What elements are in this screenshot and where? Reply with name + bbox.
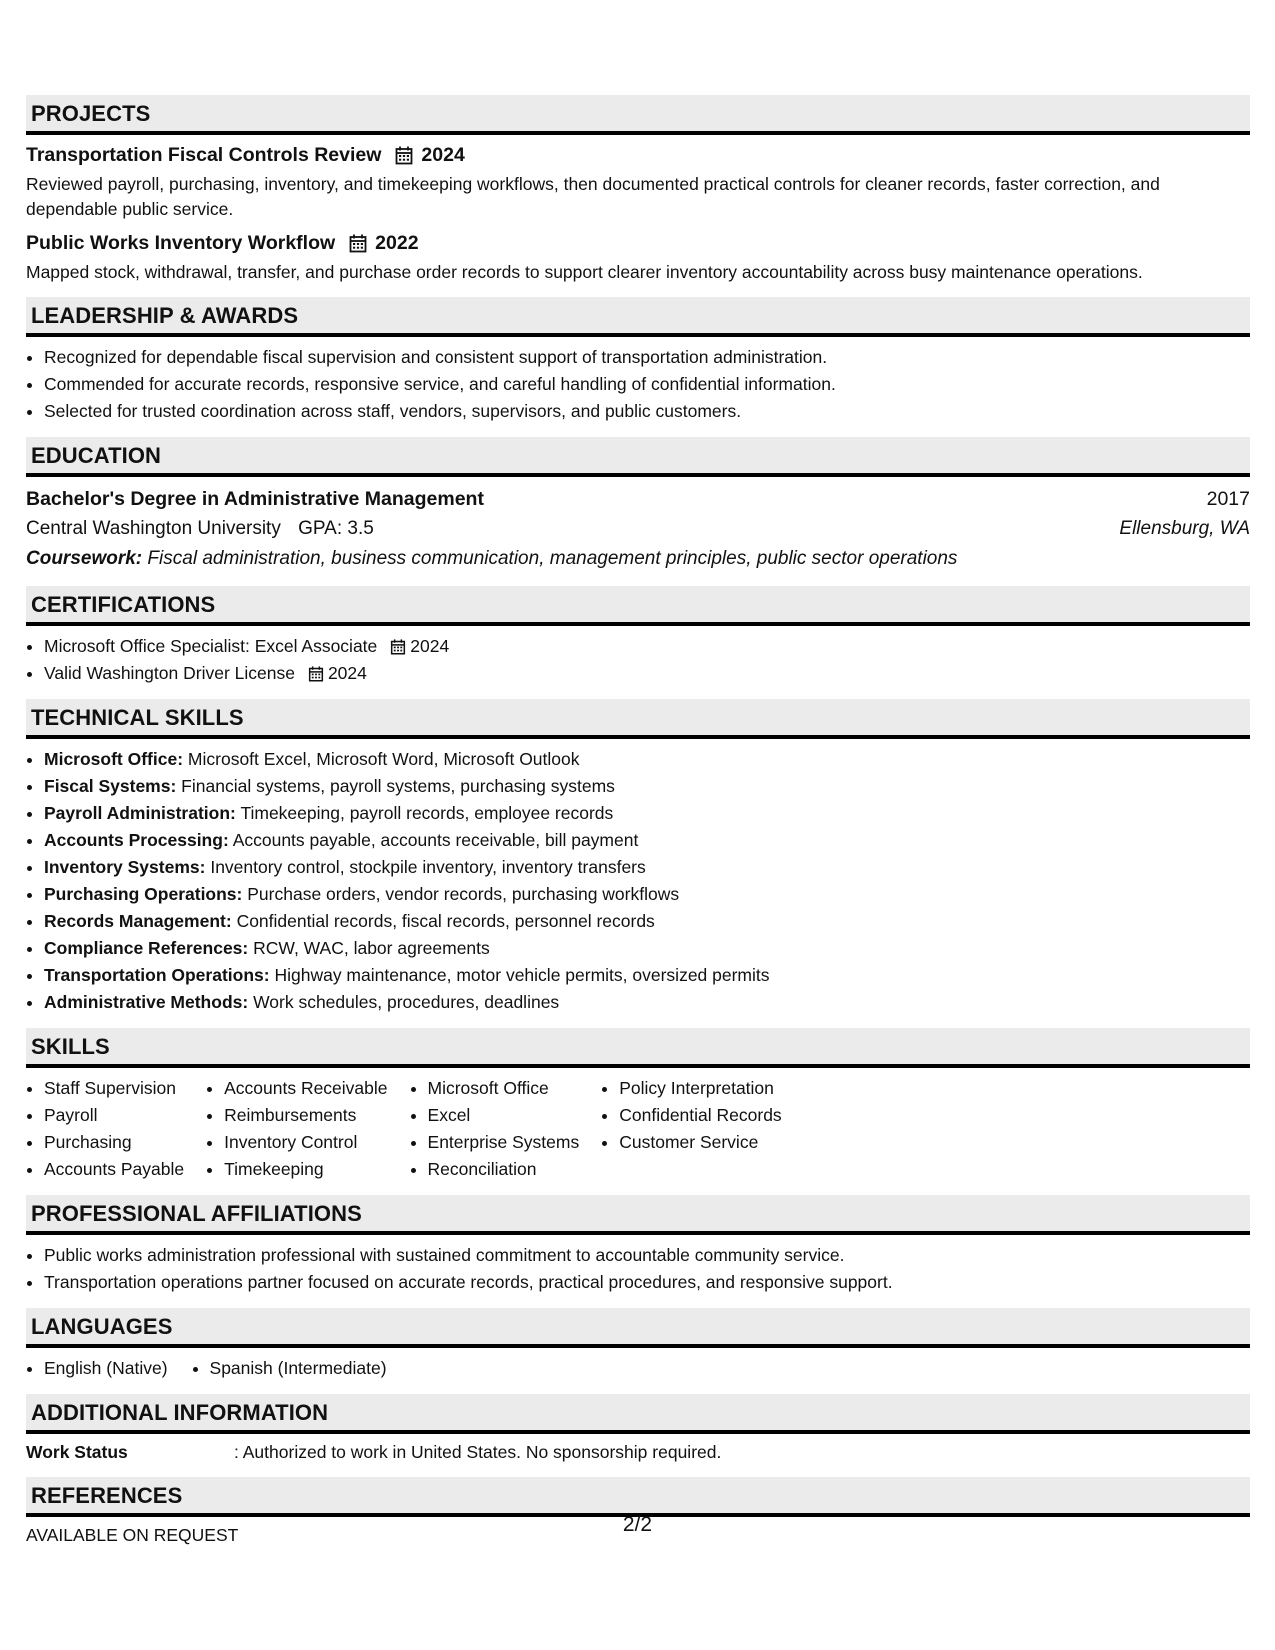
skill-value: Inventory control, stockpile inventory, inventory transfers [210, 857, 646, 877]
skill-label: Transportation Operations: [44, 965, 270, 985]
certification-year: 2024 [327, 663, 367, 683]
page-number: 2/2 [622, 1513, 653, 1536]
additional-info-section [26, 1394, 1250, 1465]
skill-label: Administrative Methods: [44, 992, 249, 1012]
language-item: • English (Native) [44, 1355, 168, 1382]
degree-title: Bachelor's Degree in Administrative Management [26, 488, 484, 510]
skill-label: Purchasing Operations: [44, 884, 243, 904]
school-location: Ellensburg, WA [1119, 518, 1250, 539]
project-entry [26, 230, 1250, 285]
section-heading: PROJECTS [26, 95, 1250, 135]
list-item: • Commended for accurate records, responsive service, and careful handling of confidential information. [44, 371, 1250, 398]
project-entry [26, 142, 1250, 222]
skills-section [26, 1028, 1250, 1183]
skill-chip: • Staff Supervision [44, 1075, 184, 1102]
skill-chip: • Confidential Records [619, 1102, 781, 1129]
project-year: 2022 [375, 232, 419, 254]
skill-item [44, 827, 1250, 854]
project-description: Reviewed payroll, purchasing, inventory, and timekeeping workflows, then documented practical controls for cleaner records, faster correction, and dependable public service. [26, 174, 1160, 219]
technical-skills-section [26, 699, 1250, 1016]
skill-label: Microsoft Office: [44, 749, 184, 769]
work-status-label: Work Status [26, 1442, 128, 1462]
skill-label: Compliance References: [44, 938, 249, 958]
skill-label: Inventory Systems: [44, 857, 206, 877]
skill-label: Accounts Processing: [44, 830, 229, 850]
skill-item [44, 908, 1250, 935]
section-heading: PROFESSIONAL AFFILIATIONS [26, 1195, 1250, 1235]
skills-column [601, 1075, 781, 1183]
skill-value: Timekeeping, payroll records, employee records [240, 803, 614, 823]
coursework-text: Fiscal administration, business communication, management principles, public sector operations [147, 548, 958, 569]
certifications-section [26, 586, 1250, 687]
skill-label: Records Management: [44, 911, 232, 931]
list-item: • Public works administration professional with sustained commitment to accountable community service. [44, 1242, 1250, 1269]
skill-item [44, 989, 1250, 1016]
section-heading: REFERENCES [26, 1477, 1250, 1517]
project-year: 2024 [421, 144, 465, 166]
skill-chip: • Enterprise Systems [428, 1129, 580, 1156]
skill-value: RCW, WAC, labor agreements [253, 938, 490, 958]
certification-name: • Valid Washington Driver License [44, 663, 295, 683]
skill-value: Financial systems, payroll systems, purchasing systems [181, 776, 615, 796]
skill-value: Highway maintenance, motor vehicle permits, oversized permits [274, 965, 770, 985]
section-heading: EDUCATION [26, 437, 1250, 477]
skill-chip: • Payroll [44, 1102, 184, 1129]
section-heading: ADDITIONAL INFORMATION [26, 1394, 1250, 1434]
skills-column [206, 1075, 387, 1183]
skill-chip: • Accounts Payable [44, 1156, 184, 1183]
skill-chip: • Reconciliation [428, 1156, 580, 1183]
skill-item [44, 962, 1250, 989]
skills-column [26, 1075, 184, 1183]
calendar-icon [390, 639, 406, 655]
project-title: Public Works Inventory Workflow [26, 232, 336, 254]
work-status-value: : Authorized to work in United States. No sponsorship required. [234, 1442, 722, 1462]
skill-chip: • Inventory Control [224, 1129, 387, 1156]
graduation-year: 2017 [1206, 488, 1250, 510]
section-heading: LEADERSHIP & AWARDS [26, 297, 1250, 337]
skill-chip: • Customer Service [619, 1129, 781, 1156]
skills-column [410, 1075, 580, 1183]
references-text: AVAILABLE ON REQUEST [26, 1525, 239, 1545]
section-heading: LANGUAGES [26, 1308, 1250, 1348]
skill-chip: • Microsoft Office [428, 1075, 580, 1102]
skills-grid [26, 1075, 1250, 1183]
project-title: Transportation Fiscal Controls Review [26, 144, 382, 166]
skill-chip: • Accounts Receivable [224, 1075, 387, 1102]
certification-year: 2024 [410, 636, 450, 656]
certification-name: • Microsoft Office Specialist: Excel Associate [44, 636, 378, 656]
skill-chip: • Purchasing [44, 1129, 184, 1156]
calendar-icon [308, 666, 324, 682]
skill-item [44, 854, 1250, 881]
skill-item [44, 746, 1250, 773]
language-item: • Spanish (Intermediate) [210, 1355, 387, 1382]
education-section [26, 437, 1250, 574]
leadership-section [26, 297, 1250, 425]
skill-value: Accounts payable, accounts receivable, bill payment [232, 830, 639, 850]
list-item: • Selected for trusted coordination across staff, vendors, supervisors, and public customers. [44, 398, 1250, 425]
list-item: • Transportation operations partner focused on accurate records, practical procedures, and responsive support. [44, 1269, 1250, 1296]
skill-label: Payroll Administration: [44, 803, 236, 823]
skill-item [44, 935, 1250, 962]
certification-item [44, 633, 1250, 660]
skill-value: Purchase orders, vendor records, purchasing workflows [247, 884, 680, 904]
gpa: GPA: 3.5 [298, 518, 374, 539]
calendar-icon [349, 234, 367, 253]
skill-item [44, 800, 1250, 827]
resume-page [26, 95, 1250, 1560]
skill-chip: • Excel [428, 1102, 580, 1129]
school-name: Central Washington University [26, 518, 281, 539]
affiliations-section [26, 1195, 1250, 1296]
section-heading: CERTIFICATIONS [26, 586, 1250, 626]
calendar-icon [395, 146, 413, 165]
skill-chip: • Timekeeping [224, 1156, 387, 1183]
skill-item [44, 881, 1250, 908]
projects-section [26, 95, 1250, 285]
skill-label: Fiscal Systems: [44, 776, 177, 796]
section-heading: TECHNICAL SKILLS [26, 699, 1250, 739]
section-heading: SKILLS [26, 1028, 1250, 1068]
skill-chip: • Reimbursements [224, 1102, 387, 1129]
skill-value: Work schedules, procedures, deadlines [253, 992, 560, 1012]
list-item: • Recognized for dependable fiscal supervision and consistent support of transportation administration. [44, 344, 1250, 371]
project-description: Mapped stock, withdrawal, transfer, and purchase order records to support clearer inventory accountability across busy maintenance operations. [26, 262, 1143, 282]
skill-chip: • Policy Interpretation [619, 1075, 781, 1102]
coursework-label: Coursework: [26, 548, 143, 569]
skill-item [44, 773, 1250, 800]
skill-value: Confidential records, fiscal records, personnel records [236, 911, 655, 931]
coursework [26, 544, 1250, 574]
languages-section [26, 1308, 1250, 1382]
skill-value: Microsoft Excel, Microsoft Word, Microsoft Outlook [187, 749, 580, 769]
certification-item [44, 660, 1250, 687]
